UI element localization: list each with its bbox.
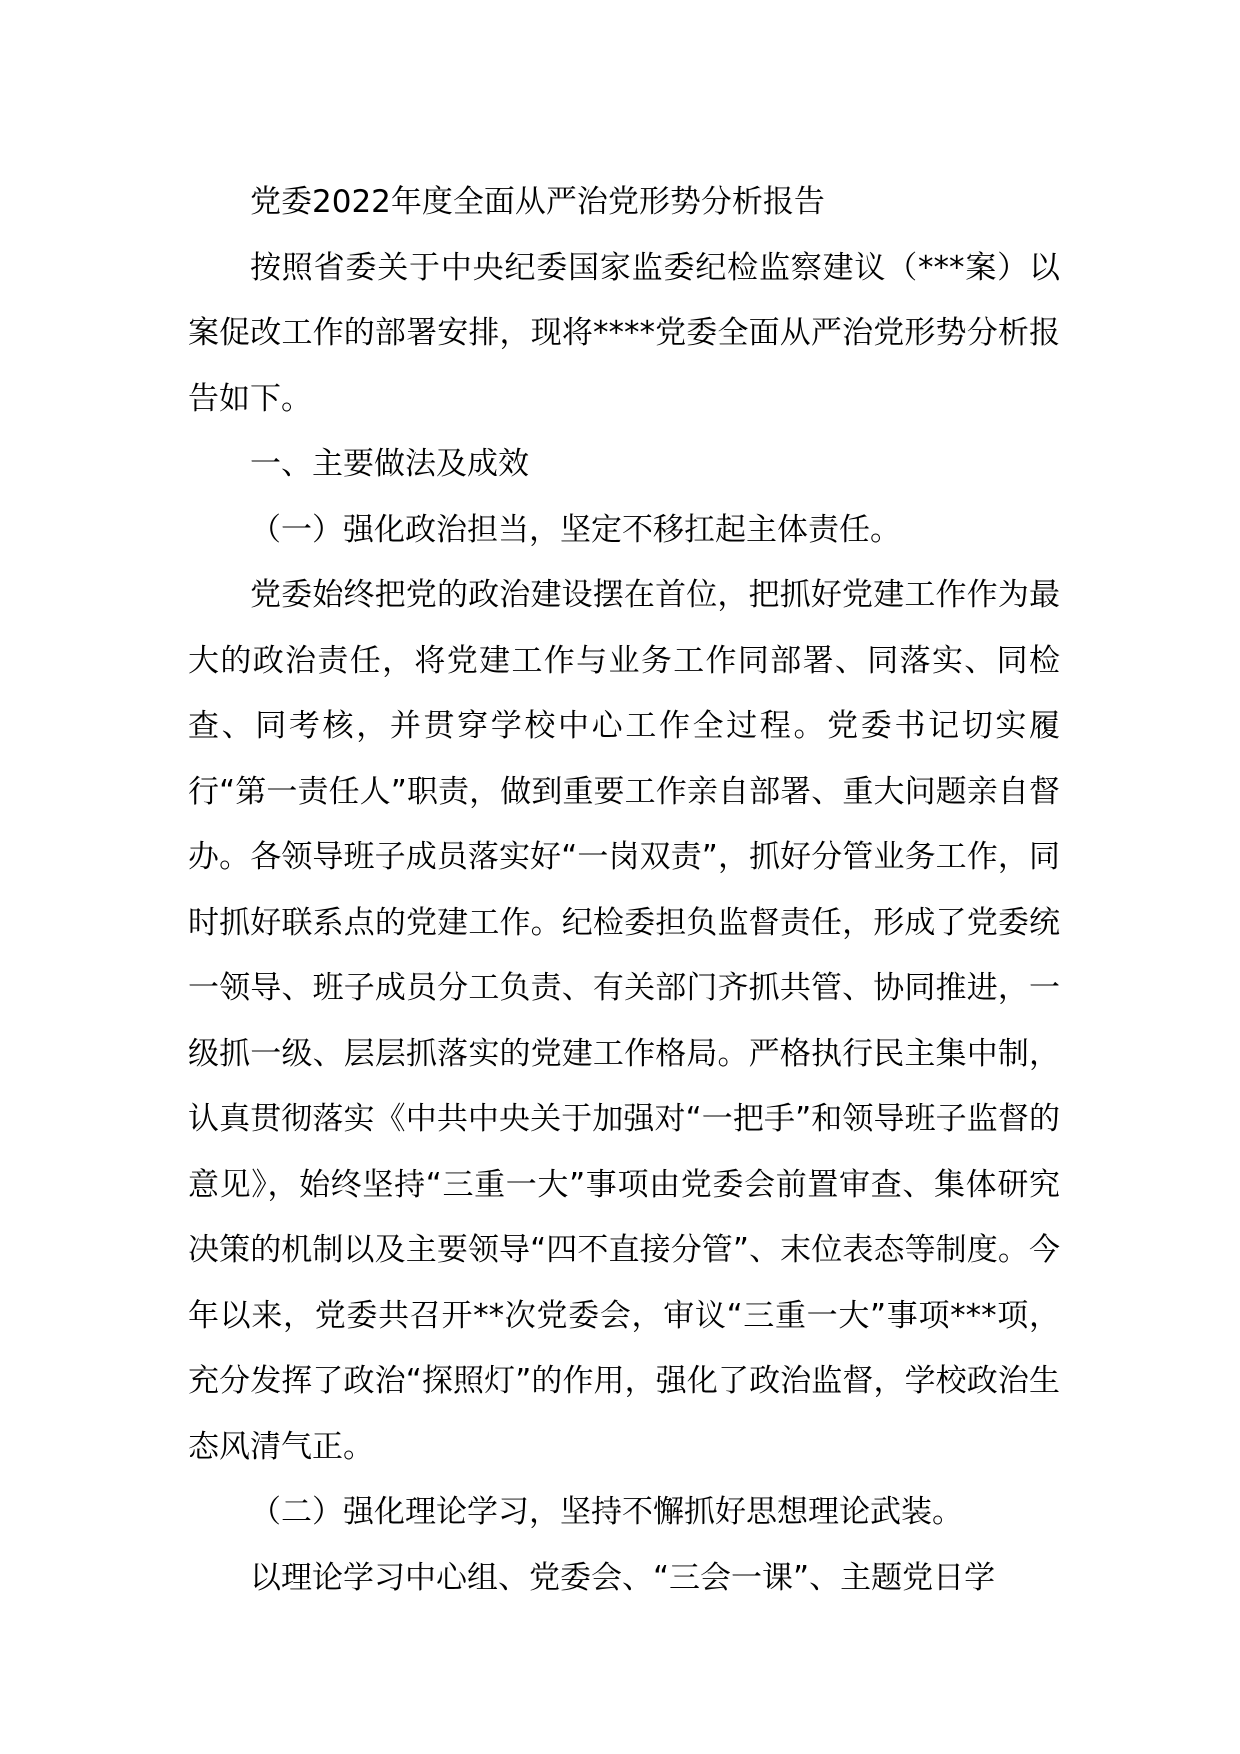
subsection-heading-1: （一）强化政治担当，坚定不移扛起主体责任。	[250, 511, 901, 548]
subsection-1-paragraph: 党委始终把党的政治建设摆在首位，把抓好党建工作作为最大的政治责任，将党建工作与业务工作同部署、同落实、同检查、同考核，并贯穿学校中心工作全过程。党委书记切实履行“第一责任人”职责，做到重要工作亲自部署、重大问题亲自督办。各领导班子成员落实好“一岗双责”，抓好分管业务工作，同时抓好联系点的党建工作。纪检委担负监督责任，形成了党委统一领导、班子成员分工负责、有关部门齐抓共管、协同推进，一级抓一级、层层抓落实的党建工作格局。严格执行民主集中制，认真贯彻落实《中共中央关于加强对“一把手”和领导班子监督的意见》，始终坚持“三重一大”事项由党委会前置审查、集体研究决策的机制以及主要领导“四不直接分管”、末位表态等制度。今年以来，党委共召开**次党委会，审议“三重一大”事项***项，充分发挥了政治“探照灯”的作用，强化了政治监督，学校政治生态风清气正。	[188, 577, 1060, 1465]
document-title: 党委2022年度全面从严治党形势分析报告	[250, 184, 825, 220]
subsection-2-paragraph: 以理论学习中心组、党委会、“三会一课”、主题党日学	[250, 1559, 996, 1596]
subsection-heading-2: （二）强化理论学习，坚持不懈抓好思想理论武装。	[250, 1494, 963, 1530]
document-body	[188, 170, 1060, 1611]
intro-paragraph: 按照省委关于中央纪委国家监委纪检监察建议（***案）以案促改工作的部署安排，现将****党委全面从严治党形势分析报告如下。	[188, 249, 1060, 417]
section-heading-1: 一、主要做法及成效	[250, 446, 529, 482]
